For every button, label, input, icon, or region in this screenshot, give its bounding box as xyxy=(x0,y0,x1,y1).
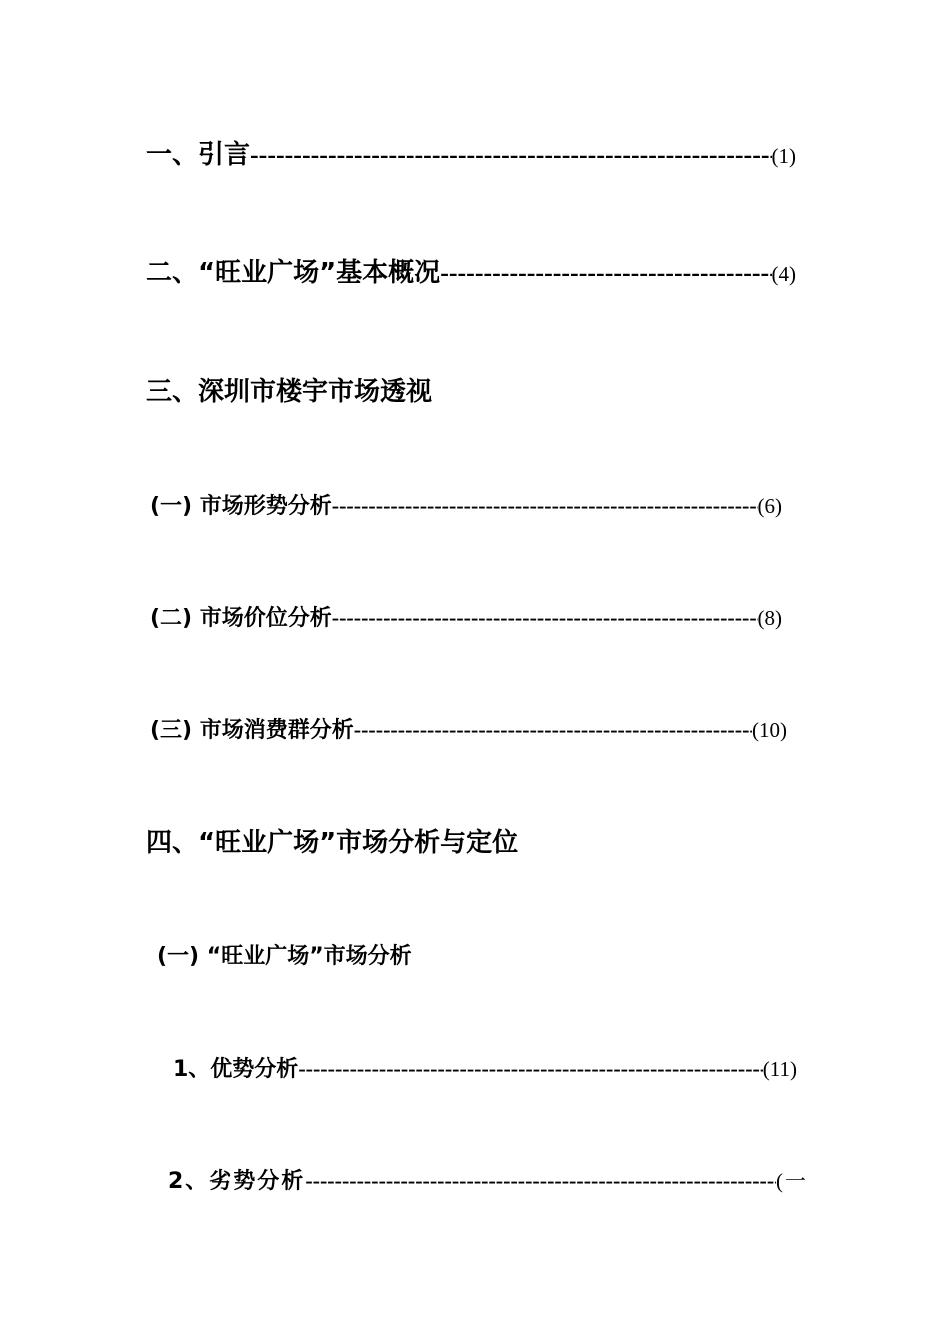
toc-entry-title: (一) 市场形势分析 xyxy=(150,494,332,519)
toc-dot-leader xyxy=(250,140,771,170)
toc-entry-title: 二、“旺业广场”基本概况 xyxy=(146,258,441,288)
toc-entry-title: (一) “旺业广场”市场分析 xyxy=(157,944,412,969)
toc-entry-strengths xyxy=(173,1052,797,1086)
toc-entry-weaknesses xyxy=(168,1164,808,1198)
toc-entry-title: (三) 市场消费群分析 xyxy=(150,718,354,743)
toc-entry-analysis-positioning xyxy=(146,822,796,862)
toc-page-number: (10) xyxy=(752,718,787,742)
toc-entry-title: 一、引言 xyxy=(146,140,251,170)
toc-entry-market-perspective xyxy=(146,371,796,411)
toc-entry-market-price xyxy=(150,601,782,635)
toc-dot-leader xyxy=(332,605,758,631)
toc-page-number: (4) xyxy=(771,262,796,286)
toc-entry-market-situation xyxy=(150,489,782,523)
toc-page-number: (11) xyxy=(762,1057,797,1081)
toc-page-number: (一 xyxy=(776,1169,808,1193)
toc-page-number: (1) xyxy=(771,144,796,168)
toc-entry-consumer-group xyxy=(150,713,787,747)
toc-page-number: (6) xyxy=(757,494,782,518)
toc-entry-title: 四、“旺业广场”市场分析与定位 xyxy=(146,828,519,858)
toc-entry-title: 2、劣势分析 xyxy=(168,1169,306,1194)
toc-entry-plaza-market-analysis xyxy=(157,939,777,973)
toc-dot-leader xyxy=(440,258,771,288)
toc-entry-overview xyxy=(146,252,796,292)
toc-dot-leader xyxy=(305,1168,776,1194)
toc-dot-leader xyxy=(332,493,758,519)
toc-dot-leader xyxy=(298,1056,762,1082)
toc-entry-introduction xyxy=(146,134,796,174)
toc-entry-title: 三、深圳市楼宇市场透视 xyxy=(146,377,433,407)
toc-entry-title: 1、优势分析 xyxy=(173,1057,299,1082)
toc-page-number: (8) xyxy=(757,606,782,630)
toc-entry-title: (二) 市场价位分析 xyxy=(150,606,332,631)
toc-dot-leader xyxy=(354,717,752,743)
